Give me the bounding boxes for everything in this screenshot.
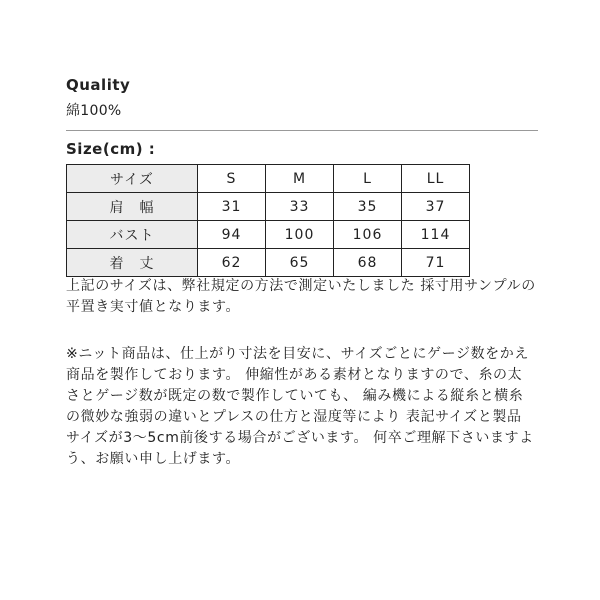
table-cell: 106 [334, 221, 402, 249]
table-cell: 71 [402, 249, 470, 277]
table-row [67, 193, 470, 221]
column-header-ll: LL [402, 165, 470, 193]
table-cell: 62 [198, 249, 266, 277]
table-cell: 31 [198, 193, 266, 221]
table-cell: 33 [266, 193, 334, 221]
table-row [67, 221, 470, 249]
size-heading: Size(cm) : [66, 140, 156, 158]
quality-value: 綿100% [66, 103, 122, 119]
quality-heading: Quality [66, 76, 131, 94]
row-label-shoulder: 肩 幅 [67, 193, 198, 221]
row-label-length: 着 丈 [67, 249, 198, 277]
row-label-bust: バスト [67, 221, 198, 249]
table-row [67, 249, 470, 277]
section-divider [66, 130, 538, 131]
table-cell: 68 [334, 249, 402, 277]
table-cell: 94 [198, 221, 266, 249]
table-cell: 114 [402, 221, 470, 249]
table-cell: 100 [266, 221, 334, 249]
table-cell: 65 [266, 249, 334, 277]
column-header-l: L [334, 165, 402, 193]
column-header-m: M [266, 165, 334, 193]
column-header-size: サイズ [67, 165, 198, 193]
table-cell: 35 [334, 193, 402, 221]
size-table [66, 164, 470, 277]
knit-note: ※ニット商品は、仕上がり寸法を目安に、サイズごとにゲージ数をかえ商品を製作しております。 伸縮性がある素材となりますので、糸の太さとゲージ数が既定の数で製作していても、 編み機による縦糸と横糸の微妙な強弱の違いとプレスの仕方と湿度等により 表記サイズと製品サイズが3～5cm前後する場合がございます。 何卒ご理解下さいますよう、お願い申し上げます。 [66, 346, 534, 467]
measurement-note: 上記のサイズは、弊社規定の方法で測定いたしました 採寸用サンプルの平置き実寸値となります。 [66, 278, 536, 315]
column-header-s: S [198, 165, 266, 193]
table-header-row [67, 165, 470, 193]
table-cell: 37 [402, 193, 470, 221]
